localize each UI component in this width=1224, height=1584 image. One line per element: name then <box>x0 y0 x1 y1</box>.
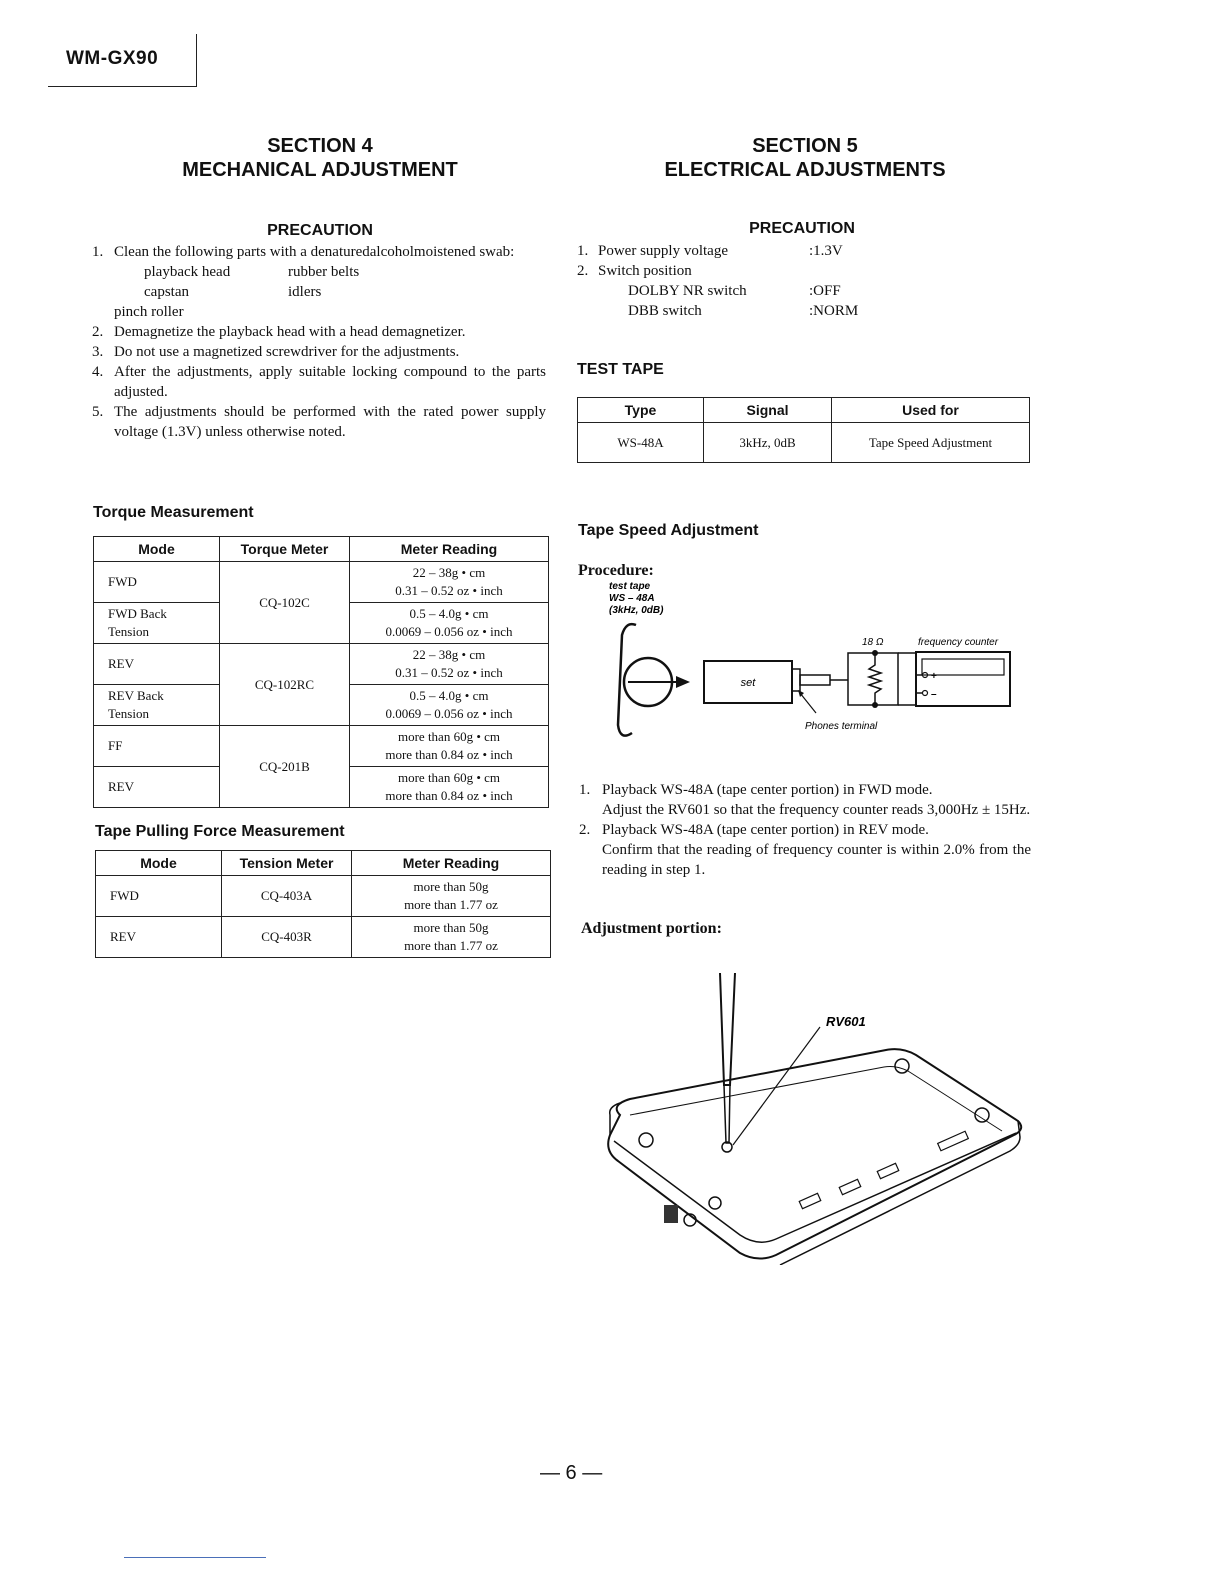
precaution-item-2: 2. Demagnetize the playback head with a head demagnetizer. <box>92 324 466 340</box>
tape-signal: 3kHz, 0dB <box>704 423 832 463</box>
procedure-title: Procedure: <box>578 562 654 579</box>
torque-reading: more than 60g • cm more than 0.84 oz • inch <box>350 767 549 808</box>
phones-pointer <box>800 693 816 713</box>
tape-header-type: Type <box>578 398 704 423</box>
pulling-table <box>95 850 551 958</box>
torque-reading: 22 – 38g • cm 0.31 – 0.52 oz • inch <box>350 644 549 685</box>
minus-label: – <box>931 689 937 700</box>
torque-title: Torque Measurement <box>93 504 254 521</box>
pulling-meter: CQ-403R <box>222 917 352 958</box>
section-5-subtitle: ELECTRICAL ADJUSTMENTS <box>664 159 946 181</box>
precaution-dbb: DBB switch :NORM <box>628 303 859 319</box>
diagram-tape-label-2: WS – 48A <box>609 593 655 604</box>
precaution-item-1: 1. Clean the following parts with a denaturedalcoholmoistened swab: <box>92 244 515 260</box>
part-rubber-belts: rubber belts <box>288 264 360 280</box>
pulling-reading: more than 50g more than 1.77 oz <box>352 917 551 958</box>
model-name: WM-GX90 <box>66 48 159 69</box>
torque-header-reading: Meter Reading <box>350 537 549 562</box>
torque-mode-fwd: FWD <box>94 562 220 603</box>
torque-mode-rev: REV <box>94 644 220 685</box>
torque-header-meter: Torque Meter <box>220 537 350 562</box>
table-row <box>96 876 551 917</box>
device-illustration <box>590 965 1030 1265</box>
tape-hook-icon <box>618 624 636 736</box>
torque-reading: 22 – 38g • cm 0.31 – 0.52 oz • inch <box>350 562 549 603</box>
jack-icon <box>664 1205 678 1223</box>
parts-grid <box>92 262 546 302</box>
precaution-item-5: 5. The adjustments should be performed with the rated power supply voltage (1.3V) unless otherwise noted. <box>92 404 546 440</box>
right-precaution-list <box>577 241 1027 321</box>
left-precaution-list <box>92 242 546 442</box>
test-tape-title: TEST TAPE <box>577 361 664 378</box>
right-precaution-title: PRECAUTION <box>749 220 855 237</box>
resistor-label: 18 Ω <box>862 637 884 648</box>
step-2: 2. Playback WS-48A (tape center portion) in REV mode. Confirm that the reading of frequency counter is within 2.0% from the reading in step 1. <box>579 822 1031 878</box>
torque-meter-cq102rc: CQ-102RC <box>220 644 350 726</box>
tape-header-used: Used for <box>832 398 1030 423</box>
step-1: 1. Playback WS-48A (tape center portion) in FWD mode. Adjust the RV601 so that the frequency counter reads 3,000Hz ± 15Hz. <box>579 782 1031 818</box>
torque-reading: 0.5 – 4.0g • cm 0.0069 – 0.056 oz • inch <box>350 603 549 644</box>
footer-rule <box>124 1557 266 1558</box>
arrow-icon <box>676 676 690 688</box>
torque-mode-fwd-back: FWD Back Tension <box>94 603 220 644</box>
page-number: — 6 — <box>540 1462 603 1484</box>
part-idlers: idlers <box>288 284 322 300</box>
tape-used: Tape Speed Adjustment <box>832 423 1030 463</box>
left-precaution-title: PRECAUTION <box>267 222 373 239</box>
precaution-power: 1. Power supply voltage :1.3V <box>577 243 843 259</box>
resistor-icon <box>869 653 881 705</box>
precaution-item-4: 4. After the adjustments, apply suitable locking compound to the parts adjusted. <box>92 364 546 400</box>
tape-type: WS-48A <box>578 423 704 463</box>
pulling-reading: more than 50g more than 1.77 oz <box>352 876 551 917</box>
torque-reading: more than 60g • cm more than 0.84 oz • inch <box>350 726 549 767</box>
pulling-meter: CQ-403A <box>222 876 352 917</box>
tape-header-signal: Signal <box>704 398 832 423</box>
plus-label: + <box>931 671 937 682</box>
precaution-switch: 2. Switch position <box>577 263 692 279</box>
torque-mode-ff: FF <box>94 726 220 767</box>
right-section-heading <box>600 134 1010 182</box>
left-section-heading <box>110 134 530 182</box>
table-row <box>96 917 551 958</box>
torque-header-mode: Mode <box>94 537 220 562</box>
part-pinch-roller: pinch roller <box>114 304 184 320</box>
section-5-title: SECTION 5 <box>752 135 858 157</box>
rv601-label: RV601 <box>826 1014 866 1029</box>
torque-table <box>93 536 549 808</box>
precaution-dolby: DOLBY NR switch :OFF <box>628 283 841 299</box>
phones-plug-icon <box>792 669 800 691</box>
test-tape-table <box>577 397 1030 463</box>
pulling-title: Tape Pulling Force Measurement <box>95 823 345 840</box>
torque-mode-rev-back: REV Back Tension <box>94 685 220 726</box>
table-row <box>94 726 549 767</box>
precaution-item-3: 3. Do not use a magnetized screwdriver for the adjustments. <box>92 344 460 360</box>
adjustment-portion-title: Adjustment portion: <box>581 920 722 937</box>
table-row <box>94 644 549 685</box>
connection-diagram <box>600 575 1030 750</box>
phones-label: Phones terminal <box>805 721 878 732</box>
procedure-steps <box>579 780 1031 880</box>
torque-meter-cq102c: CQ-102C <box>220 562 350 644</box>
set-label: set <box>740 677 756 689</box>
counter-label: frequency counter <box>918 637 999 648</box>
tsa-title: Tape Speed Adjustment <box>578 522 759 539</box>
table-row <box>578 423 1030 463</box>
torque-reading: 0.5 – 4.0g • cm 0.0069 – 0.056 oz • inch <box>350 685 549 726</box>
pulling-header-mode: Mode <box>96 851 222 876</box>
part-capstan: capstan <box>144 284 189 300</box>
torque-mode-rev2: REV <box>94 767 220 808</box>
section-4-title: SECTION 4 <box>267 135 373 157</box>
torque-meter-cq201b: CQ-201B <box>220 726 350 808</box>
section-4-subtitle: MECHANICAL ADJUSTMENT <box>182 159 458 181</box>
pulling-mode: FWD <box>96 876 222 917</box>
screwdriver-icon <box>720 973 735 1085</box>
diagram-tape-label-1: test tape <box>609 581 651 592</box>
table-row <box>94 562 549 603</box>
part-playback-head: playback head <box>144 264 231 280</box>
diagram-tape-label-3: (3kHz, 0dB) <box>609 605 664 616</box>
pulling-header-reading: Meter Reading <box>352 851 551 876</box>
pulling-mode: REV <box>96 917 222 958</box>
pulling-header-meter: Tension Meter <box>222 851 352 876</box>
model-box <box>48 34 197 87</box>
